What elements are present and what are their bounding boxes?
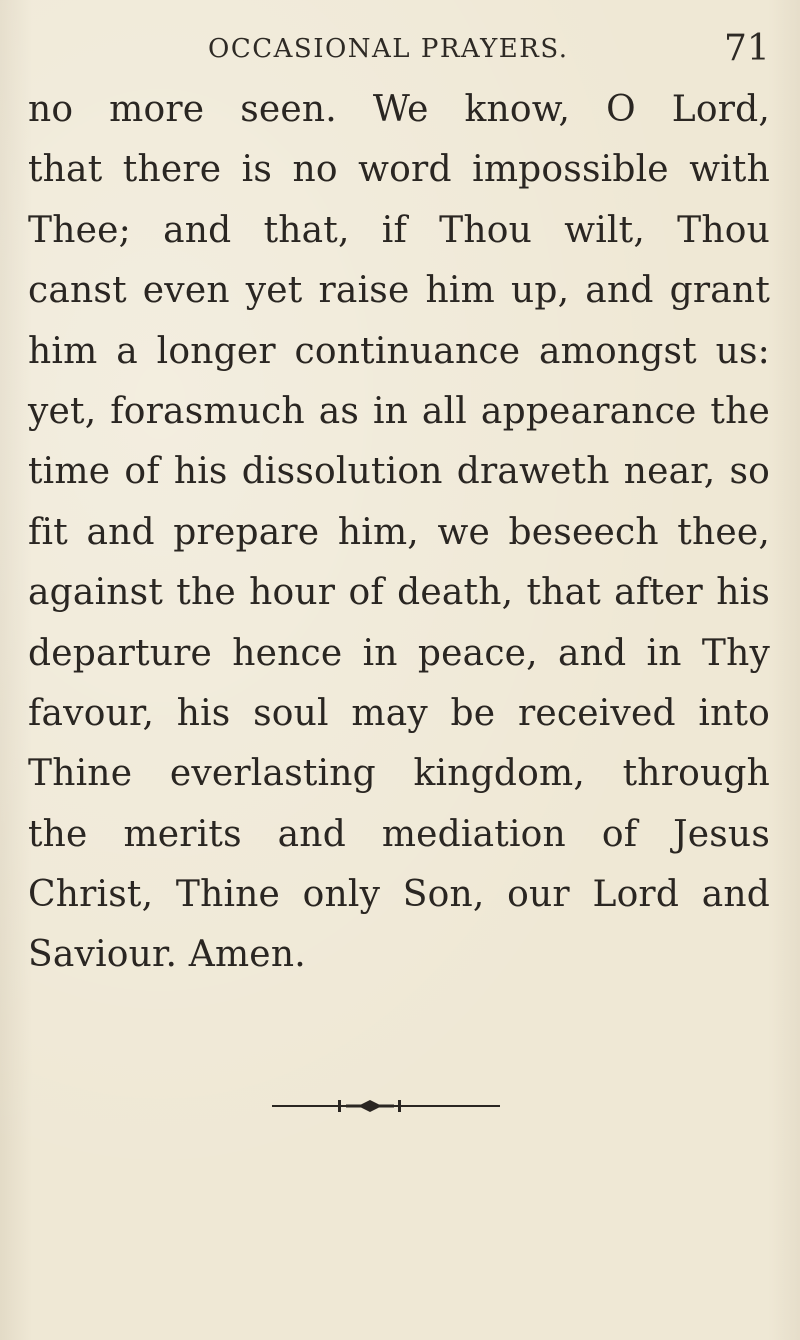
text-line: no more seen. We know, O Lord, (28, 89, 770, 130)
page-number: 71 (724, 28, 770, 69)
text-line: him a longer continuance amongst us: (28, 330, 770, 372)
text-line: against the hour of death, that after his (28, 572, 770, 614)
text-line: time of his dissolution draweth near, so (28, 451, 770, 493)
running-head (0, 26, 800, 72)
text-line: favour, his soul may be received into (28, 692, 770, 734)
text-line: canst even yet raise him up, and grant (28, 270, 770, 312)
section-end-rule-ornament-icon (272, 1096, 500, 1116)
prayer-text (28, 80, 770, 986)
text-line: the merits and mediation of Jesus (28, 813, 770, 855)
text-line: Saviour. Amen. (28, 934, 306, 976)
running-title: OCCASIONAL PRAYERS. (208, 34, 569, 64)
text-line: fit and prepare him, we beseech thee, (28, 511, 770, 553)
text-line: Thee; and that, if Thou wilt, Thou (28, 209, 770, 251)
text-line: that there is no word impossible with (28, 149, 770, 191)
text-line: yet, forasmuch as in all appearance the (28, 390, 770, 432)
text-line: Christ, Thine only Son, our Lord and (28, 874, 770, 916)
text-line: departure hence in peace, and in Thy (28, 632, 770, 674)
text-line: Thine everlasting kingdom, through (28, 753, 770, 795)
